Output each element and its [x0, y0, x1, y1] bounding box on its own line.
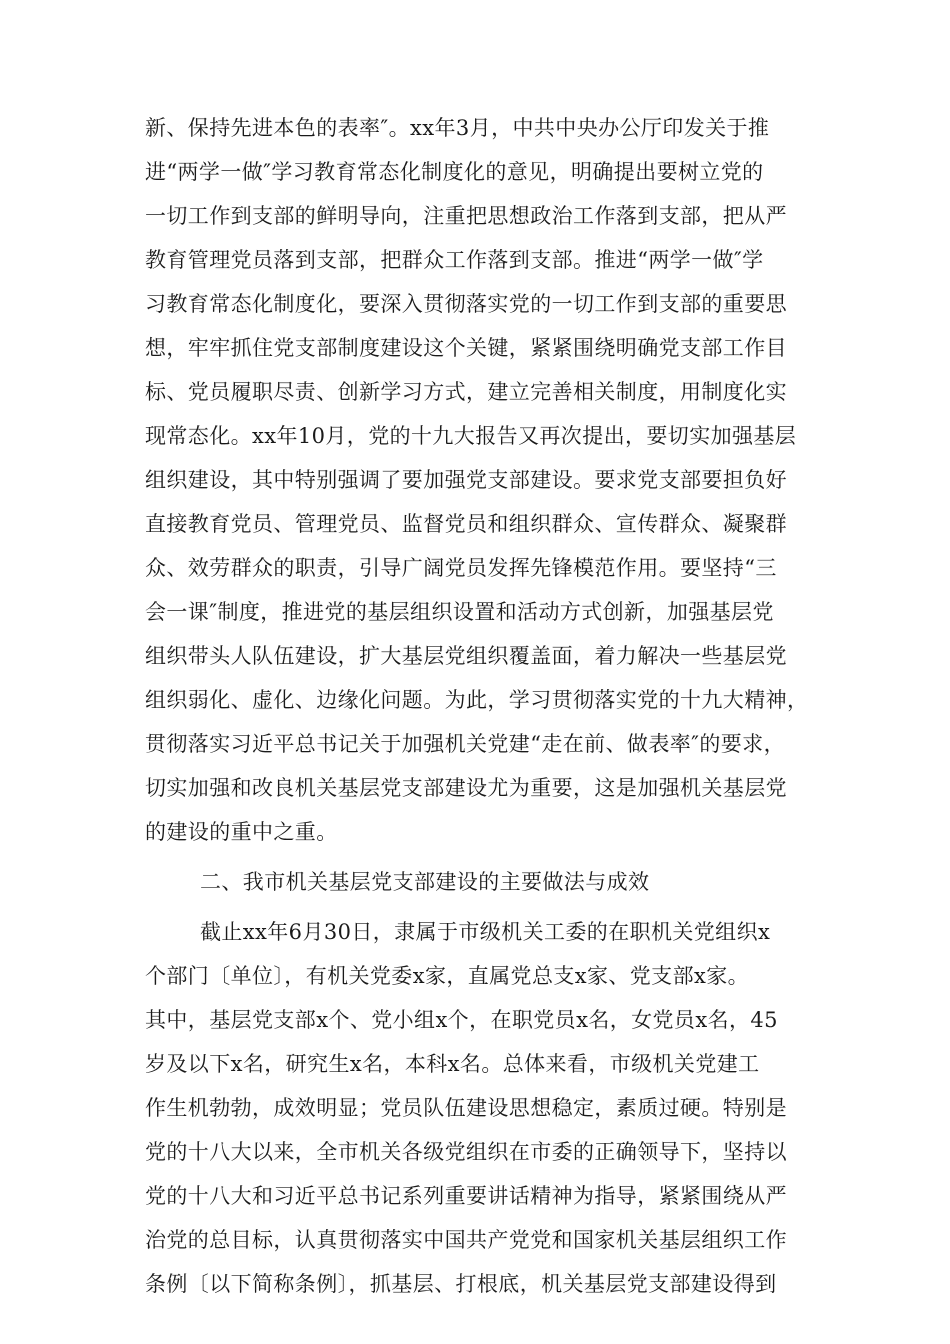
- text-line: 组织弱化、虚化、边缘化问题。为此，学习贯彻落实党的十九大精神，: [145, 688, 809, 712]
- text-line: 直接教育党员、管理党员、监督党员和组织群众、宣传群众、凝聚群: [145, 512, 787, 536]
- text-line: 标、党员履职尽责、创新学习方式，建立完善相关制度，用制度化实: [145, 380, 787, 404]
- text-line: 想，牢牢抓住党支部制度建设这个关键，紧紧围绕明确党支部工作目: [145, 336, 787, 360]
- text-line: 治党的总目标，认真贯彻落实中国共产党党和国家机关基层组织工作: [145, 1228, 787, 1252]
- text-line: 截止xx年6月30日，隶属于市级机关工委的在职机关党组织x: [200, 920, 771, 944]
- text-line: 现常态化。xx年10月，党的十九大报告又再次提出，要切实加强基层: [145, 424, 797, 448]
- text-line: 组织建设，其中特别强调了要加强党支部建设。要求党支部要担负好: [145, 468, 787, 492]
- text-line: 岁及以下x名，研究生x名，本科x名。总体来看，市级机关党建工: [145, 1052, 760, 1076]
- text-line: 贯彻落实习近平总书记关于加强机关党建“走在前、做表率″的要求，: [145, 732, 785, 756]
- text-line: 进“两学一做″学习教育常态化制度化的意见，明确提出要树立党的: [145, 160, 764, 184]
- text-line: 会一课″制度，推进党的基层组织设置和活动方式创新，加强基层党: [145, 600, 774, 624]
- section-heading: 二、我市机关基层党支部建设的主要做法与成效: [200, 870, 650, 894]
- text-line: 党的十八大以来，全市机关各级党组织在市委的正确领导下，坚持以: [145, 1140, 787, 1164]
- text-line: 作生机勃勃，成效明显；党员队伍建设思想稳定，素质过硬。特别是: [145, 1096, 787, 1120]
- text-line: 一切工作到支部的鲜明导向，注重把思想政治工作落到支部，把从严: [145, 204, 787, 228]
- text-line: 党的十八大和习近平总书记系列重要讲话精神为指导，紧紧围绕从严: [145, 1184, 787, 1208]
- text-line: 条例〔以下简称条例〕，抓基层、打根底，机关基层党支部建设得到: [145, 1272, 777, 1296]
- text-line: 切实加强和改良机关基层党支部建设尤为重要，这是加强机关基层党: [145, 776, 787, 800]
- text-line: 习教育常态化制度化，要深入贯彻落实党的一切工作到支部的重要思: [145, 292, 787, 316]
- text-line: 教育管理党员落到支部，把群众工作落到支部。推进“两学一做″学: [145, 248, 764, 272]
- text-line: 众、效劳群众的职责，引导广阔党员发挥先锋模范作用。要坚持“三: [145, 556, 777, 580]
- text-line: 组织带头人队伍建设，扩大基层党组织覆盖面，着力解决一些基层党: [145, 644, 787, 668]
- text-line: 新、保持先进本色的表率″。xx年3月，中共中央办公厅印发关于推: [145, 116, 770, 140]
- text-line: 的建设的重中之重。: [145, 820, 338, 844]
- text-line: 其中，基层党支部x个、党小组x个，在职党员x名，女党员x名，45: [145, 1008, 778, 1032]
- text-line: 个部门〔单位〕，有机关党委x家，直属党总支x家、党支部x家。: [145, 964, 750, 988]
